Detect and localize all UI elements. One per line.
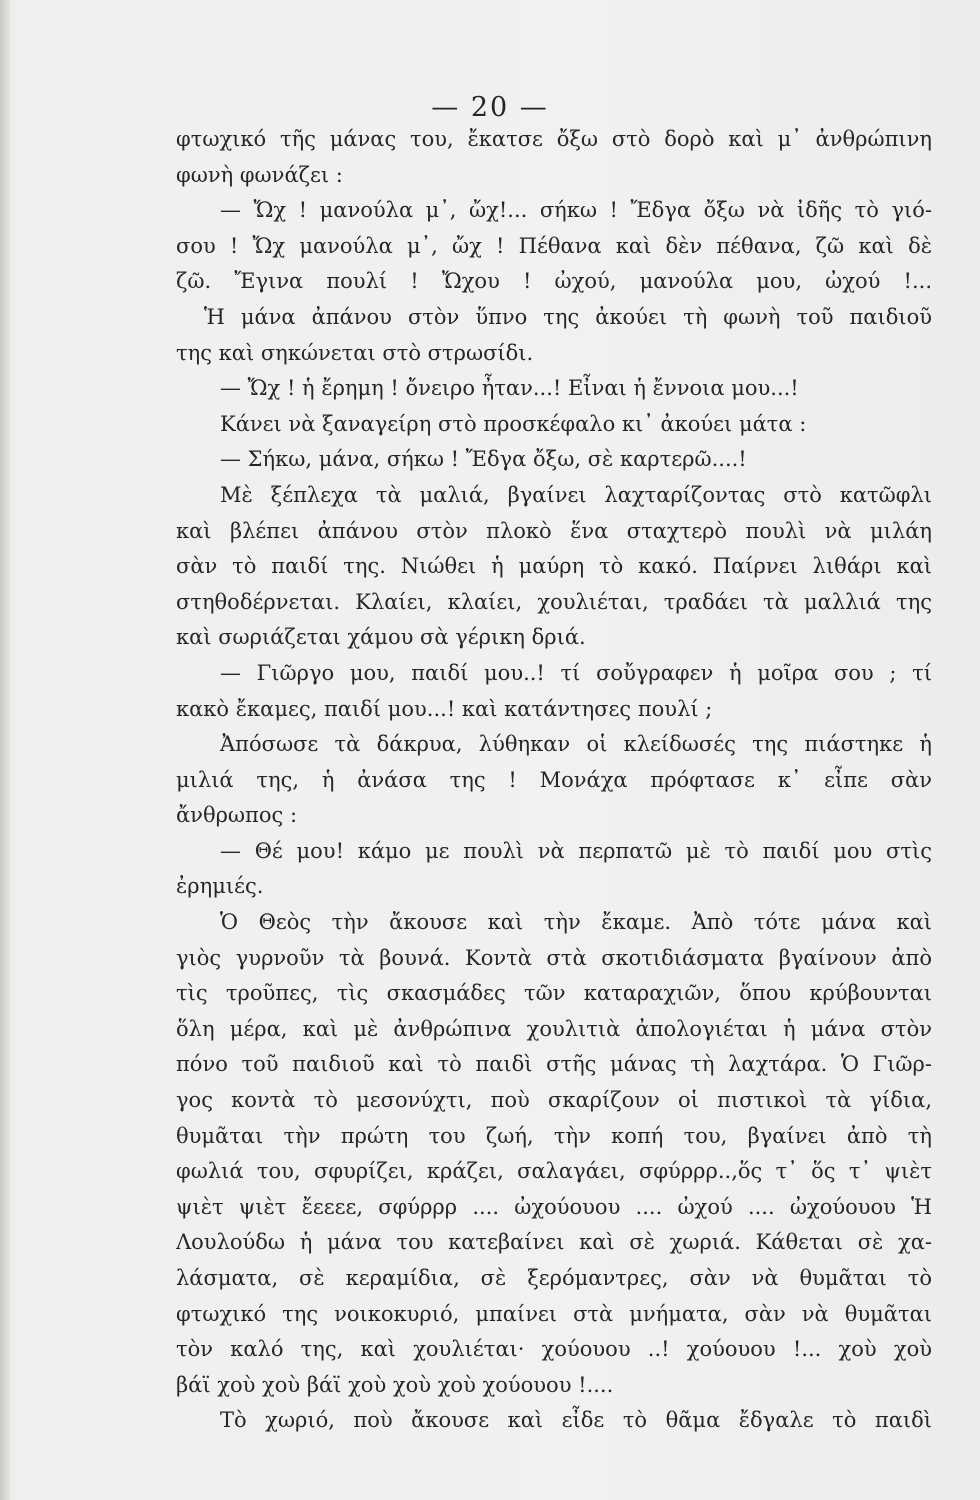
text-line: φτωχικό της νοικοκυριό, μπαίνει στὰ μνήματα, σὰν νὰ θυμᾶται xyxy=(176,1301,932,1326)
text-line: ἐρημιές. xyxy=(176,874,264,899)
text-line: Κάνει νὰ ξαναγείρη στὸ προσκέφαλο κι᾽ ἀκούει μάτα : xyxy=(220,411,807,436)
page-number: — 20 — xyxy=(431,92,549,123)
text-line: φτωχικό τῆς μάνας του, ἔκατσε ὄξω στὸ δορὸ καὶ μ᾽ ἀνθρώπινη xyxy=(176,127,932,151)
text-line: ζῶ. Ἔγινα πουλί ! Ὤχου ! ὠχού, μανούλα μου, ὠχού !... xyxy=(176,269,932,294)
text-line: τὸν καλό της, καὶ χουλιέται· χούουου ..! χούουου !... χοὺ χοὺ xyxy=(176,1337,932,1362)
binding-shadow xyxy=(0,0,10,1500)
text-line: καὶ σωριάζεται χάμου σὰ γέρικη δριά. xyxy=(176,625,586,650)
text-line: φωνὴ φωνάζει : xyxy=(176,162,343,187)
text-line: γιὸς γυρνοῦν τὰ βουνά. Κοντὰ στὰ σκοτιδιάσματα βγαίνουν ἀπὸ xyxy=(176,945,932,970)
text-line: Ἡ μάνα ἀπάνου στὸν ὕπνο της ἀκούει τὴ φωνὴ τοῦ παιδιοῦ xyxy=(204,304,932,329)
text-line: — Ὤχ ! μανούλα μ᾽, ὤχ!... σήκω ! Ἔδγα ὄξω νὰ ἰδῆς τὸ γιό- xyxy=(220,198,932,223)
text-line: σὰν τὸ παιδί της. Νιώθει ἡ μαύρη τὸ κακό. Παίρνει λιθάρι καὶ xyxy=(176,554,932,579)
text-line: στηθοδέρνεται. Κλαίει, κλαίει, χουλιέται, τραδάει τὰ μαλλιά της xyxy=(176,589,932,614)
text-line: της καὶ σηκώνεται στὸ στρωσίδι. xyxy=(176,340,534,365)
text-line: θυμᾶται τὴν πρώτη του ζωή, τὴν κοπή του, βγαίνει ἀπὸ τὴ xyxy=(176,1123,932,1148)
text-line: τὶς τροῦπες, τὶς σκασμάδες τῶν καταραχιῶν, ὅπου κρύβουνται xyxy=(176,981,932,1006)
body-text xyxy=(176,122,932,1439)
text-line: ἄνθρωπος : xyxy=(176,803,298,828)
text-line: Τὸ χωριό, ποὺ ἄκουσε καὶ εἶδε τὸ θᾶμα ἔδγαλε τὸ παιδὶ xyxy=(220,1408,932,1433)
text-line: Λουλούδω ἡ μάνα του κατεβαίνει καὶ σὲ χωριά. Κάθεται σὲ χα- xyxy=(176,1230,932,1255)
text-line: — Θέ μου! κάμο με πουλὶ νὰ περπατῶ μὲ τὸ παιδί μου στὶς xyxy=(220,838,932,863)
text-line: φωλιά του, σφυρίζει, κράζει, σαλαγάει, σφύρρρ..,ὅς τ᾽ ὅς τ᾽ ψιὲτ xyxy=(176,1159,932,1184)
text-line: μιλιά της, ἡ ἀνάσα της ! Μονάχα πρόφτασε κ᾽ εἶπε σὰν xyxy=(176,767,932,792)
text-line: σου ! Ὤχ μανούλα μ᾽, ὤχ ! Πέθανα καὶ δὲν πέθανα, ζῶ καὶ δὲ xyxy=(176,233,932,258)
text-line: βάϊ χοὺ χοὺ βάϊ χοὺ χοὺ χοὺ χούουου !.... xyxy=(176,1372,614,1397)
text-line: γος κοντὰ τὸ μεσονύχτι, ποὺ σκαρίζουν οἱ πιστικοὶ τὰ γίδια, xyxy=(176,1088,932,1113)
text-line: Ἀπόσωσε τὰ δάκρυα, λύθηκαν οἱ κλείδωσές της πιάστηκε ἡ xyxy=(220,732,932,757)
text-line: ὅλη μέρα, καὶ μὲ ἀνθρώπινα χουλιτιὰ ἀπολογιέται ἡ μάνα στὸν xyxy=(176,1016,932,1041)
text-line: Μὲ ξέπλεχα τὰ μαλιά, βγαίνει λαχταρίζοντας στὸ κατῶφλι xyxy=(220,482,932,507)
text-line: — Ὤχ ! ἡ ἔρημη ! ὄνειρο ἦταν...! Εἶναι ἡ ἔννοια μου...! xyxy=(220,376,799,401)
text-line: Ὁ Θεὸς τὴν ἄκουσε καὶ τὴν ἔκαμε. Ἀπὸ τότε μάνα καὶ xyxy=(220,910,932,935)
text-line: — Σήκω, μάνα, σήκω ! Ἔδγα ὄξω, σὲ καρτερῶ....! xyxy=(220,447,747,472)
text-line: — Γιῶργο μου, παιδί μου..! τί σοὔγραφεν ἡ μοῖρα σου ; τί xyxy=(220,660,932,685)
text-line: λάσματα, σὲ κεραμίδια, σὲ ξερόμαντρες, σὰν νὰ θυμᾶται τὸ xyxy=(176,1266,932,1290)
text-line: καὶ βλέπει ἀπάνου στὸν πλοκὸ ἕνα σταχτερὸ πουλὶ νὰ μιλάη xyxy=(176,518,932,543)
text-line: ψιὲτ ψιὲτ ἔεεεε, σφύρρρ .... ὠχούουου .... ὠχού .... ὠχούουου Ἡ xyxy=(176,1194,932,1219)
text-line: κακὸ ἔκαμες, παιδί μου...! καὶ κατάντησες πουλί ; xyxy=(176,696,713,721)
text-line: πόνο τοῦ παιδιοῦ καὶ τὸ παιδὶ στῆς μάνας τὴ λαχτάρα. Ὁ Γιῶρ- xyxy=(176,1052,932,1077)
